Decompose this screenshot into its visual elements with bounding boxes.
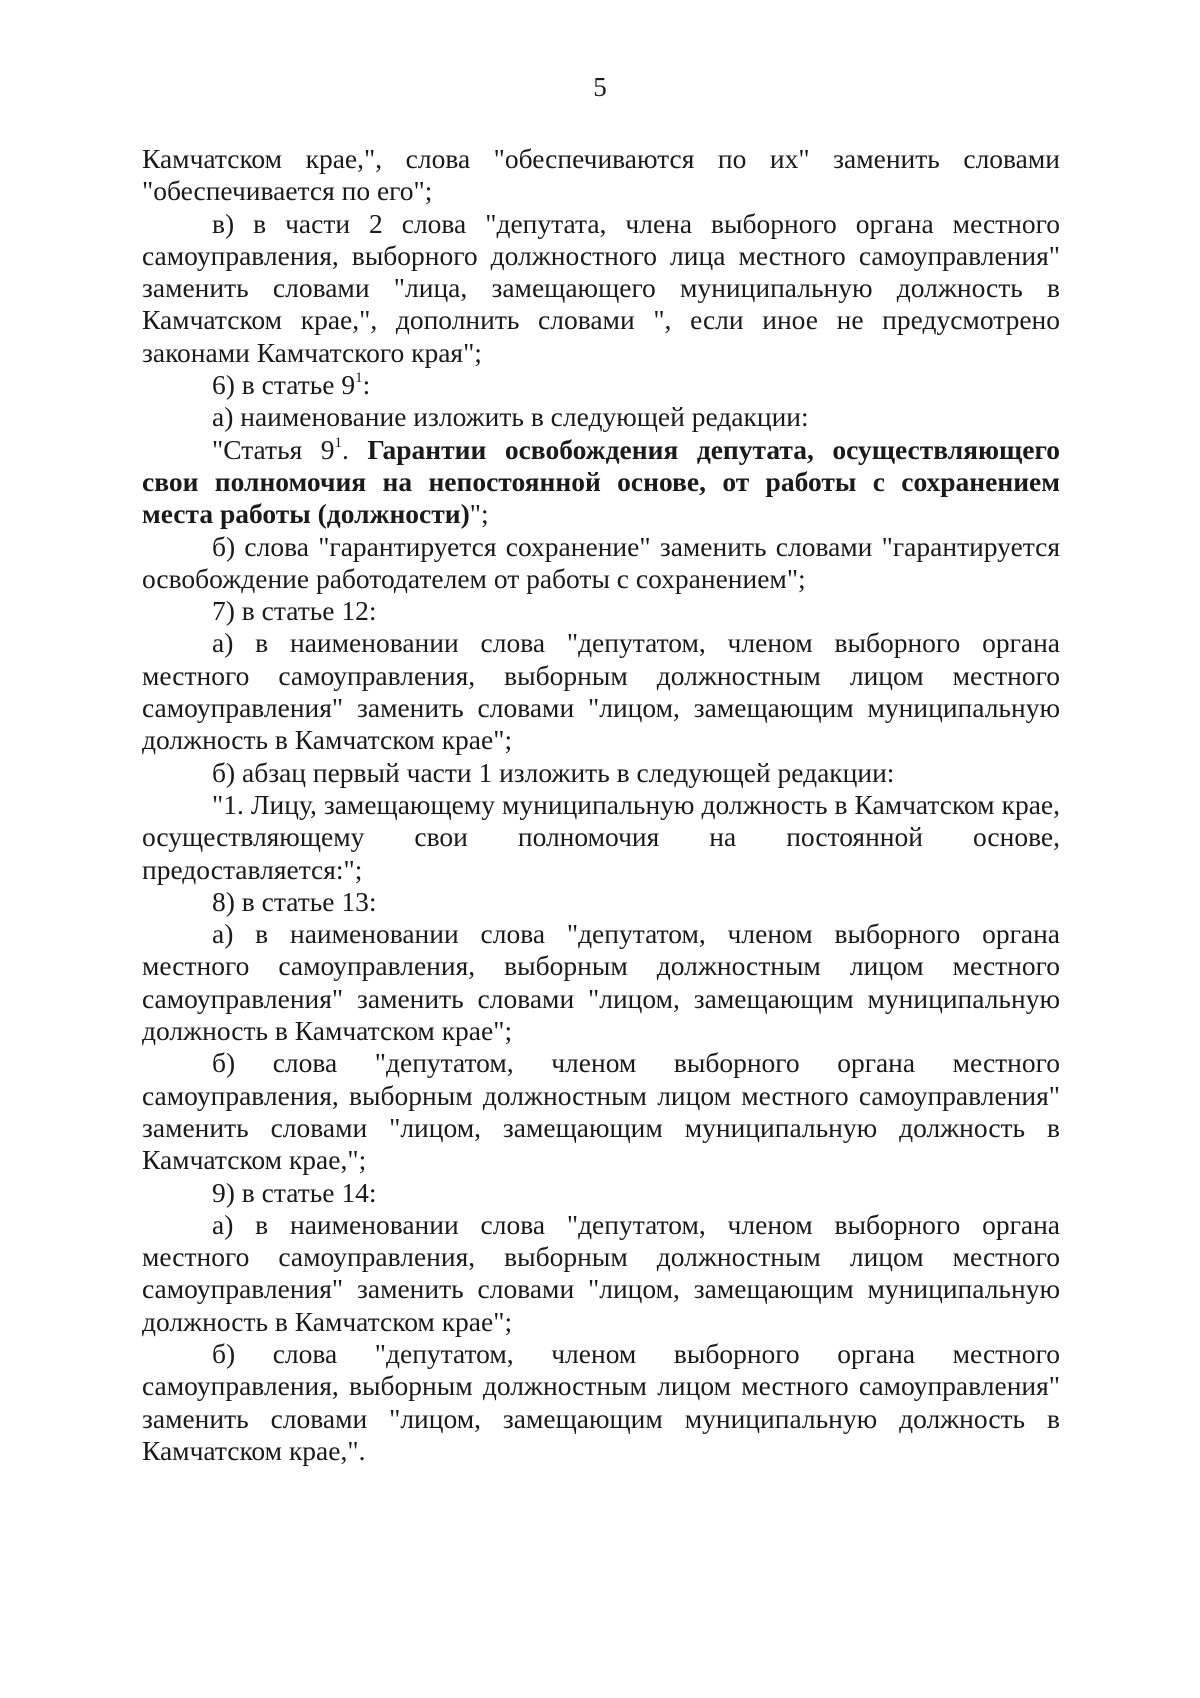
paragraph-continuation xyxy=(142,143,1060,208)
paragraph-text: а) в наименовании слова "депутатом, членом выборного органа местного самоуправления, выборным должностным лицом местного самоуправления" заменить словами "лицом, замещающим муниципальную должность в Камчатском крае"; xyxy=(142,918,1060,1047)
superscript-index: 1 xyxy=(334,434,343,451)
paragraph-item-8 xyxy=(142,886,1060,918)
paragraph-item-v xyxy=(142,208,1060,369)
paragraph-quote xyxy=(142,789,1060,886)
paragraph-text: а) в наименовании слова "депутатом, членом выборного органа местного самоуправления, выборным должностным лицом местного самоуправления" заменить словами "лицом, замещающим муниципальную должность в Камчатском крае"; xyxy=(142,627,1060,756)
document-body xyxy=(142,143,1060,1467)
paragraph-text: Камчатском крае,", слова "обеспечиваются по их" заменить словами "обеспечивается по его"; xyxy=(142,143,1060,207)
article-heading-bold: Гарантии освобождения депутата, осуществляющего свои полномочия на непостоянной основе, от работы с сохранением места работы (должности) xyxy=(142,433,1060,530)
paragraph-item-6a xyxy=(142,401,1060,433)
paragraph-text: 7) в статье 12: xyxy=(212,595,377,627)
paragraph-text: . xyxy=(342,433,368,465)
paragraph-text: "Статья 9 xyxy=(212,433,335,465)
paragraph-item-9 xyxy=(142,1177,1060,1209)
superscript-index: 1 xyxy=(355,370,363,387)
paragraph-text: б) слова "депутатом, членом выборного органа местного самоуправления, выборным должностным лицом местного самоуправления" заменить словами "лицом, замещающим муниципальную должность в Камчатском крае,". xyxy=(142,1337,1060,1466)
paragraph-text: "1. Лицу, замещающему муниципальную должность в Камчатском крае, осуществляющему свои полномочия на постоянной основе, предоставляется:"; xyxy=(142,788,1060,885)
paragraph-item-8b xyxy=(142,1047,1060,1176)
paragraph-item-7b xyxy=(142,757,1060,789)
paragraph-text: а) наименование изложить в следующей редакции: xyxy=(212,401,809,433)
paragraph-text: б) абзац первый части 1 изложить в следующей редакции: xyxy=(212,756,895,788)
paragraph-text: 8) в статье 13: xyxy=(212,885,377,917)
page-number: 5 xyxy=(593,72,607,102)
paragraph-text: б) слова "депутатом, членом выборного органа местного самоуправления, выборным должностным лицом местного самоуправления" заменить словами "лицом, замещающим муниципальную должность в Камчатском крае,"; xyxy=(142,1047,1060,1176)
paragraph-item-9b xyxy=(142,1338,1060,1467)
paragraph-item-7a xyxy=(142,627,1060,756)
paragraph-article-title xyxy=(142,434,1060,531)
paragraph-text: "; xyxy=(469,498,489,530)
paragraph-text: а) в наименовании слова "депутатом, членом выборного органа местного самоуправления, выборным должностным лицом местного самоуправления" заменить словами "лицом, замещающим муниципальную должность в Камчатском крае"; xyxy=(142,1208,1060,1337)
paragraph-item-9a xyxy=(142,1209,1060,1338)
paragraph-item-7 xyxy=(142,595,1060,627)
paragraph-item-6b xyxy=(142,531,1060,596)
paragraph-text: в) в части 2 слова "депутата, члена выборного органа местного самоуправления, выборного должностного лица местного самоуправления" заменить словами "лица, замещающего муниципальную должность в Камчатском крае,", дополнить словами ", если иное не предусмотрено законами Камчатского края"; xyxy=(142,207,1060,368)
paragraph-text: б) слова "гарантируется сохранение" заменить словами "гарантируется освобождение работодателем от работы с сохранением"; xyxy=(142,530,1060,594)
paragraph-text: : xyxy=(362,369,371,401)
paragraph-item-8a xyxy=(142,918,1060,1047)
paragraph-item-6 xyxy=(142,369,1060,401)
paragraph-text: 6) в статье 9 xyxy=(212,369,356,401)
paragraph-text: 9) в статье 14: xyxy=(212,1176,377,1208)
